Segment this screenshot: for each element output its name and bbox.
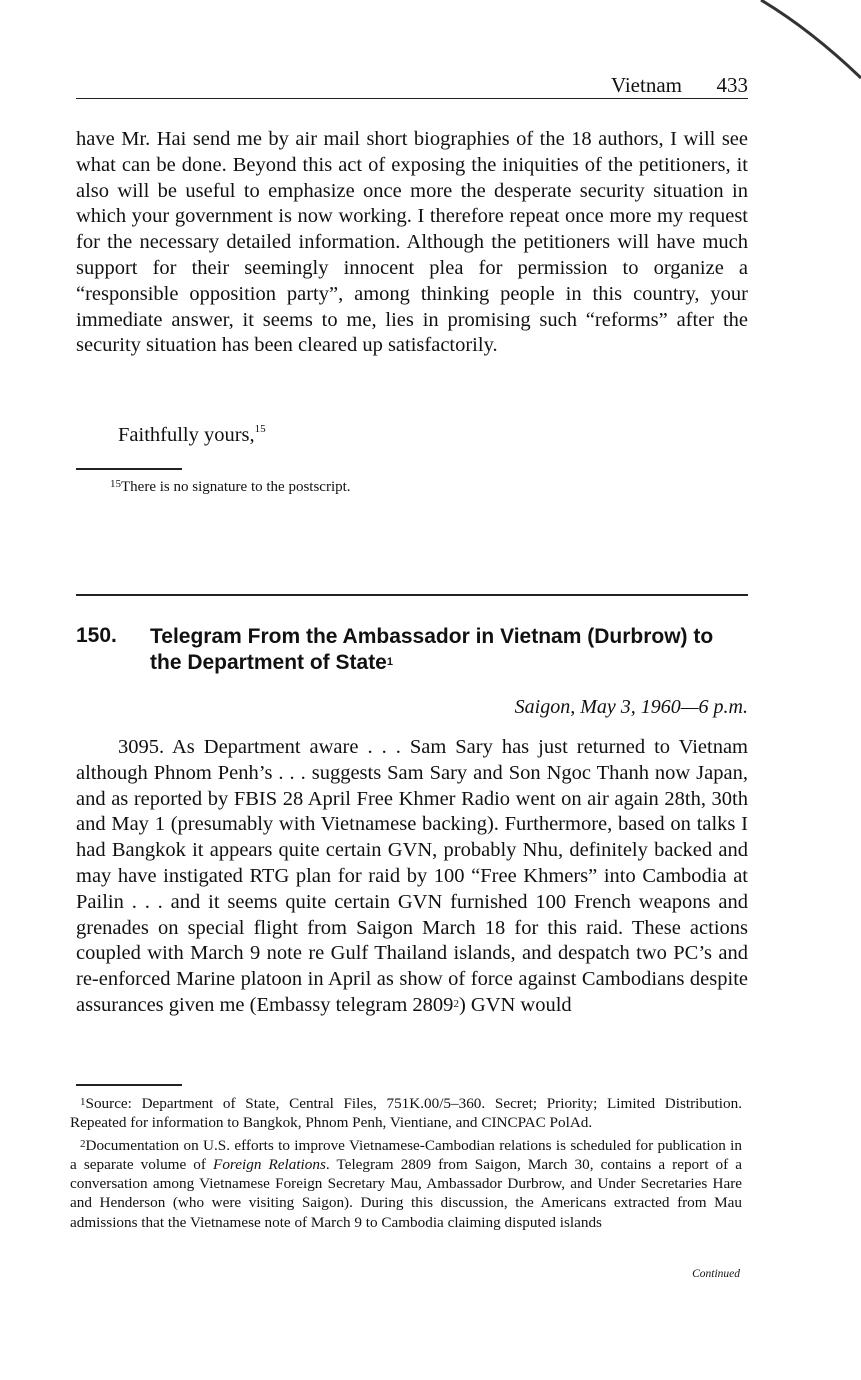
running-head (76, 72, 748, 99)
section-divider (76, 594, 748, 596)
footnote-rule (76, 1084, 182, 1086)
telegram-body-text: 3095. As Department aware . . . Sam Sary has just returned to Vietnam although Phnom Penh’s . . . suggests Sam Sary and Son Ngoc Thanh now Japan, and as reported by FBIS 28 April Free Khmer Radio went on air again 28th, 30th and May 1 (presumably with Vietnamese backing). Furthermore, based on talks I had Bangkok it appears quite certain GVN, probably Nhu, definitely backed and may have instigated RTG plan for raid by 100 “Free Khmers” into Cambodia at Pailin . . . and it seems quite certain GVN furnished 100 French weapons and grenades on special flight from Saigon March 18 for this raid. These actions coupled with March 9 note re Gulf Thailand islands, and despatch two PC’s and re-enforced Marine platoon in April as show of force against Cambodians despite assurances given me (Embassy telegram 2809 (76, 736, 748, 1016)
title-footnote-ref: 1 (386, 656, 393, 668)
footnote-text: Source: Department of State, Central Files, 751K.00/5–360. Secret; Priority; Limited Distribution. Repeated for information to Bangkok, Phnom Penh, Vientiane, and CINCPAC PolAd. (70, 1095, 742, 1132)
document-title-text: Telegram From the Ambassador in Vietnam (Durbrow) to the Department of State (150, 625, 714, 674)
letter-paragraph: have Mr. Hai send me by air mail short biographies of the 18 authors, I will see what can be done. Beyond this act of exposing the iniquities of the petitioners, it also will be useful to emphasize once more the desperate security situation in which your government is now working. I therefore repeat once more my request for the necessary detailed information. Although the petitioners will have much support for their seemingly innocent plea for permission to organize a “responsible opposition party”, among thinking people in this country, your immediate answer, it seems to me, lies in promising such “reforms” after the security situation has been cleared up satisfactorily. (76, 128, 748, 357)
footnote-2 (70, 1136, 742, 1232)
letter-closing (118, 424, 266, 447)
document-title (150, 624, 748, 676)
closing-text: Faithfully yours, (118, 424, 255, 446)
dateline: Saigon, May 3, 1960—6 p.m. (514, 696, 748, 718)
footnote-text: There is no signature to the postscript. (121, 479, 351, 495)
footnotes (70, 1094, 742, 1232)
page-number: 433 (716, 73, 748, 97)
body-footnote-ref: 2 (453, 997, 459, 1010)
footnote-1 (70, 1094, 742, 1133)
telegram-body (76, 735, 748, 1019)
footnote-mark: 15 (110, 478, 121, 490)
document-number: 150. (76, 624, 117, 647)
running-title: Vietnam (610, 73, 682, 97)
footnote-mark: 2 (80, 1137, 86, 1150)
closing-footnote-ref: 15 (254, 423, 266, 435)
footnote-mark: 1 (80, 1096, 86, 1108)
continued-label: Continued (692, 1268, 740, 1280)
footnote-text-tail: . Telegram 2809 from Saigon, March 30, contains a report of a conversation among Vietnamese Foreign Secretary Mau, Ambassador Durbrow, and Under Secretaries Hare and Henderson (who were visiting Saigon). During this discussion, the Americans extracted from Mau admissions that the Vietnamese note of March 9 to Cambodia claiming disputed islands (70, 1155, 742, 1231)
footnote-italic-title: Foreign Relations (213, 1155, 326, 1173)
page-corner-shadow (741, 0, 861, 90)
footnote-15 (110, 479, 351, 496)
telegram-body-tail: ) GVN would (458, 993, 572, 1016)
footnote-text: Documentation on U.S. efforts to improve Vietnamese-Cambodian relations is scheduled for publication in a separate volume of (70, 1136, 742, 1173)
footnote-rule (76, 468, 182, 470)
